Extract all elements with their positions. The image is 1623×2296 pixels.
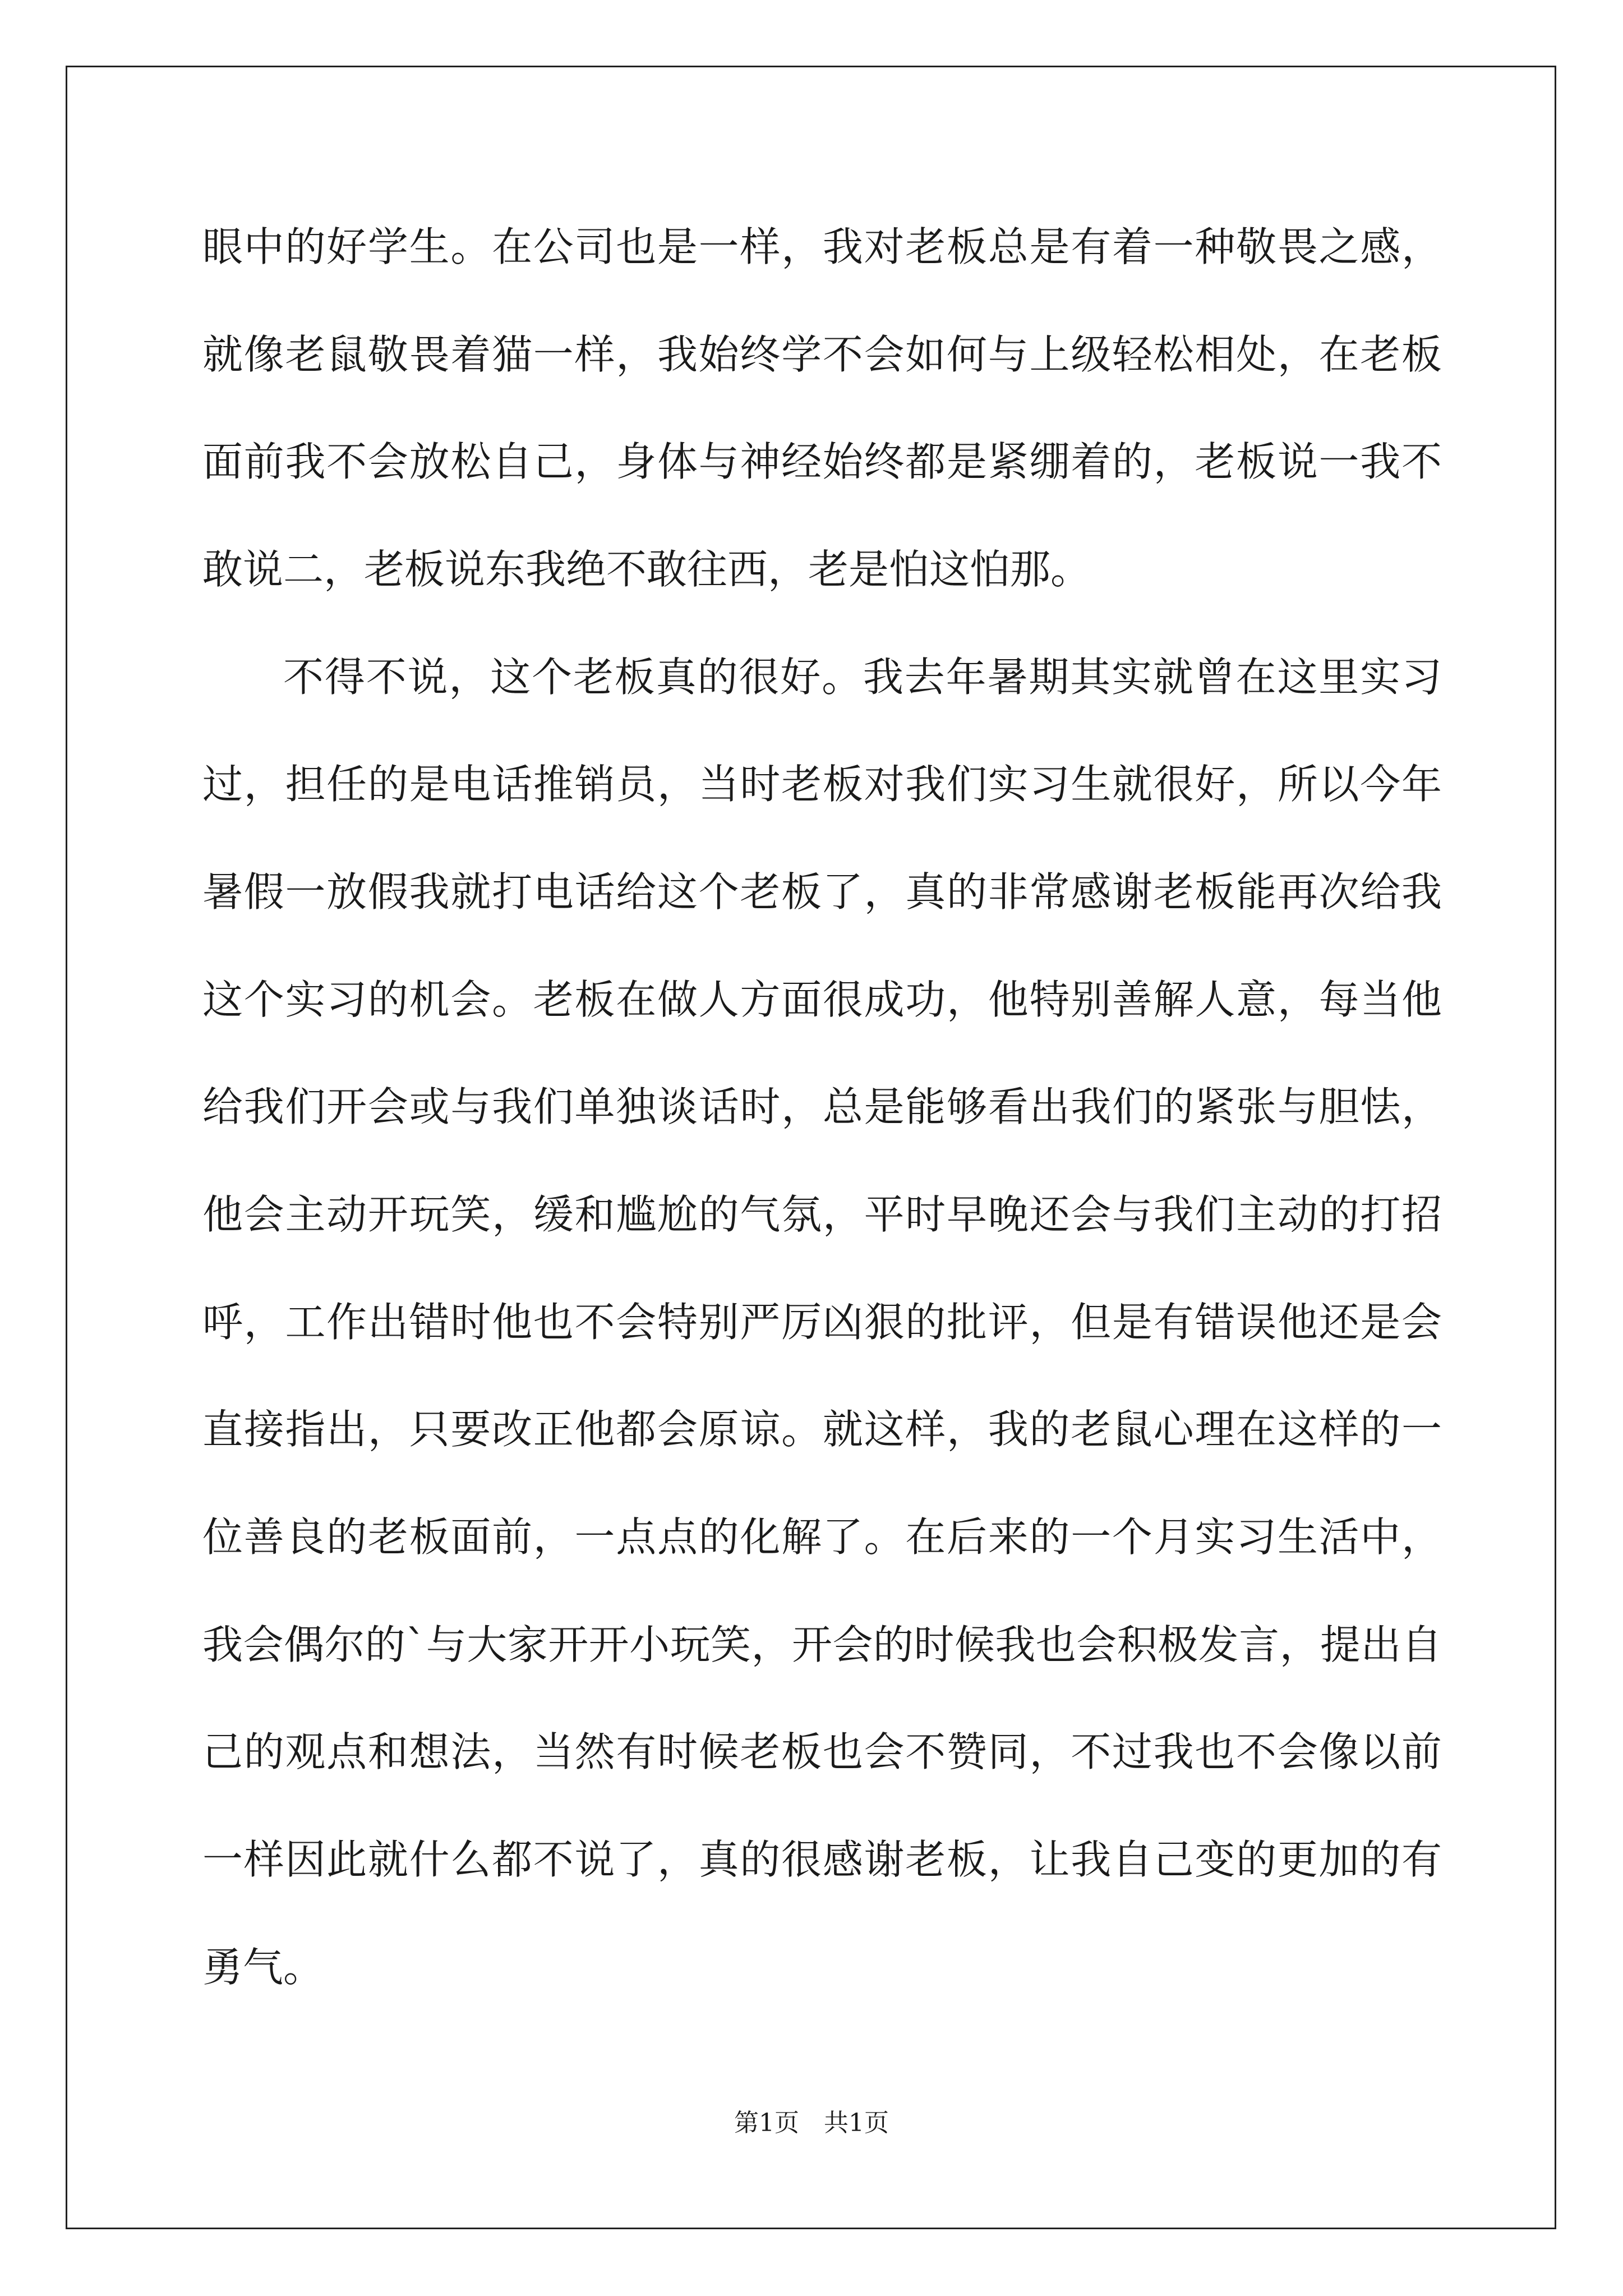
text-line: 给我们开会或与我们单独谈话时，总是能够看出我们的紧张与胆怯， [202,1083,1442,1130]
text-line: 位善良的老板面前，一点点的化解了。在后来的一个月实习生活中， [202,1513,1442,1561]
text-line: 己的观点和想法，当然有时候老板也会不赞同，不过我也不会像以前 [202,1728,1442,1775]
text-line: 勇气。 [202,1944,324,1991]
text-line: 呼，工作出错时他也不会特别严厉凶狠的批评，但是有错误他还是会 [202,1299,1442,1346]
text-line: 直接指出，只要改正他都会原谅。就这样，我的老鼠心理在这样的一 [202,1406,1442,1453]
page-number-footer: 第1页 共1页 [734,2109,889,2137]
text-line: 他会主动开玩笑，缓和尴尬的气氛，平时早晚还会与我们主动的打招 [202,1191,1442,1238]
text-line: 眼中的好学生。在公司也是一样，我对老板总是有着一种敬畏之感， [202,223,1442,270]
text-line: 这个实习的机会。老板在做人方面很成功，他特别善解人意，每当他 [202,976,1442,1023]
text-line: 暑假一放假我就打电话给这个老板了，真的非常感谢老板能再次给我 [202,868,1442,915]
text-line: 我会偶尔的`与大家开开小玩笑，开会的时候我也会积极发言，提出自 [202,1621,1442,1668]
text-line: 面前我不会放松自己，身体与神经始终都是紧绷着的，老板说一我不 [202,438,1442,485]
text-line: 敢说二，老板说东我绝不敢往西，老是怕这怕那。 [202,546,1091,593]
text-line: 过，担任的是电话推销员，当时老板对我们实习生就很好，所以今年 [202,761,1442,808]
text-line: 一样因此就什么都不说了，真的很感谢老板，让我自己变的更加的有 [202,1836,1442,1883]
text-line: 不得不说，这个老板真的很好。我去年暑期其实就曾在这里实习 [283,654,1442,701]
text-line: 就像老鼠敬畏着猫一样，我始终学不会如何与上级轻松相处，在老板 [202,331,1442,378]
page-border [66,66,1556,2229]
